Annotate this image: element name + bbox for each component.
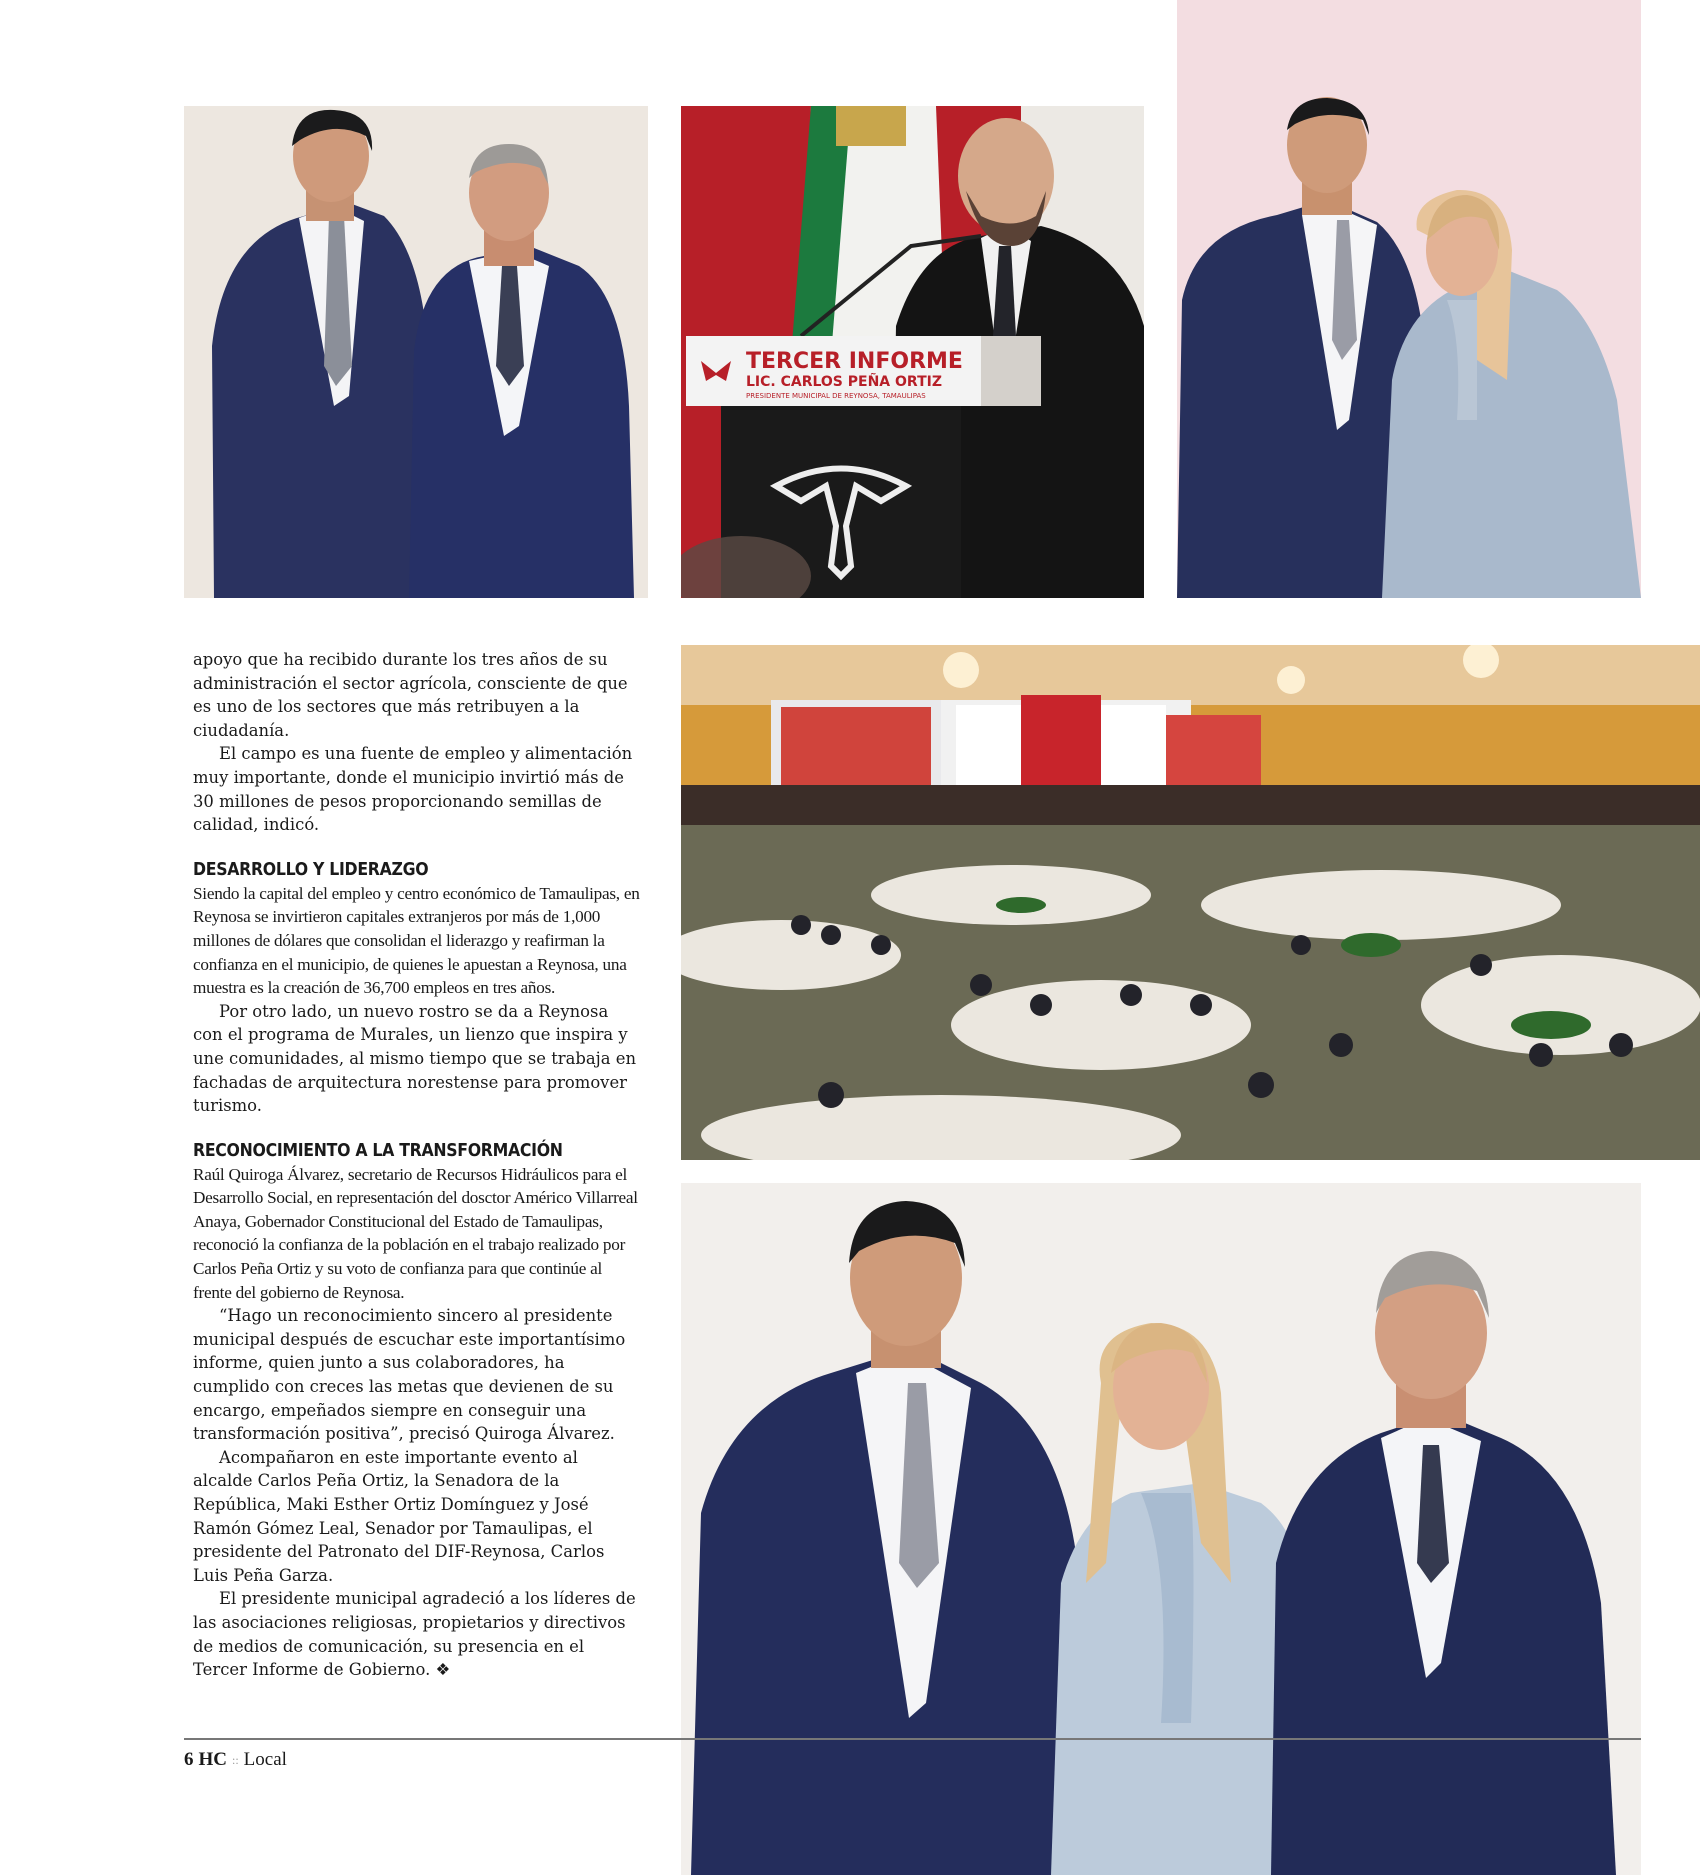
- section-heading-desarrollo: DESARROLLO Y LIDERAZGO: [193, 859, 429, 880]
- section-heading-reconocimiento: RECONOCIMIENTO A LA TRANSFORMACIÓN: [193, 1140, 563, 1161]
- section-name: Local: [243, 1749, 287, 1770]
- magazine-name: HC: [198, 1749, 227, 1770]
- page-number: 6: [184, 1749, 194, 1770]
- separator-icon: ::: [232, 1752, 239, 1767]
- footer-rule: [184, 1738, 1641, 1740]
- photo-two-men: [184, 106, 648, 598]
- paragraph: Raúl Quiroga Álvarez, secretario de Recursos Hidráulicos para el Desarrollo Social, en representación del dosctor Américo Villarreal Anaya, Gobernador Constitucional del Estado de Tamaulipas, reconoció la confianza de la población en el trabajo realizado por Carlos Peña Ortiz y su voto de confianza para que continúe al frente del gobierno de Reynosa.: [193, 1164, 638, 1302]
- paragraph: “Hago un reconocimiento sincero al presidente municipal después de escuchar este importantísimo informe, quien junto a sus colaboradores, ha cumplido con creces las metas que devienen de su encargo, empeñados siempre en conseguir una transformación positiva”, precisó Quiroga Álvarez.: [193, 1306, 626, 1444]
- paragraph: El campo es una fuente de empleo y alimentación muy importante, donde el municipio invirtió más de 30 millones de pesos proporcionando semillas de calidad, indicó.: [193, 744, 633, 835]
- paragraph: apoyo que ha recibido durante los tres años de su administración el sector agrícola, consciente de que es uno de los sectores que más retribuyen a la ciudadanía.: [193, 650, 628, 740]
- photo-banquet-hall: [681, 645, 1700, 1160]
- podium-subtitle: PRESIDENTE MUNICIPAL DE REYNOSA, TAMAULIPAS: [746, 392, 926, 400]
- podium-name: LIC. CARLOS PEÑA ORTIZ: [746, 374, 942, 390]
- photo-speaker-podium: [681, 106, 1144, 598]
- podium-title: TERCER INFORME: [746, 349, 963, 374]
- paragraph: Siendo la capital del empleo y centro económico de Tamaulipas, en Reynosa se invirtieron capitales extranjeros por más de 1,000 millones de dólares que consolidan el liderazgo y reafirman la confianza en el municipio, de quienes le apuestan a Reynosa, una muestra es la creación de 36,700 empleos en tres años.: [193, 883, 640, 998]
- paragraph: El presidente municipal agradeció a los líderes de las asociaciones religiosas, propietarios y directivos de medios de comunicación, su presencia en el Tercer Informe de Gobierno. ❖: [193, 1589, 636, 1680]
- photo-man-and-woman: [1177, 0, 1641, 598]
- paragraph: Por otro lado, un nuevo rostro se da a Reynosa con el programa de Murales, un lienzo que inspira y une comunidades, al mismo tiempo que se trabaja en fachadas de arquitectura norestense para promover turismo.: [193, 1001, 636, 1116]
- photo-three-people: [681, 1183, 1641, 1875]
- page-footer: [184, 1749, 287, 1771]
- paragraph: Acompañaron en este importante evento al alcalde Carlos Peña Ortiz, la Senadora de la República, Maki Esther Ortiz Domínguez y José Ramón Gómez Leal, Senador por Tamaulipas, el presidente del Patronato del DIF-Reynosa, Carlos Luis Peña Garza.: [193, 1447, 605, 1585]
- article-body: [193, 648, 641, 1682]
